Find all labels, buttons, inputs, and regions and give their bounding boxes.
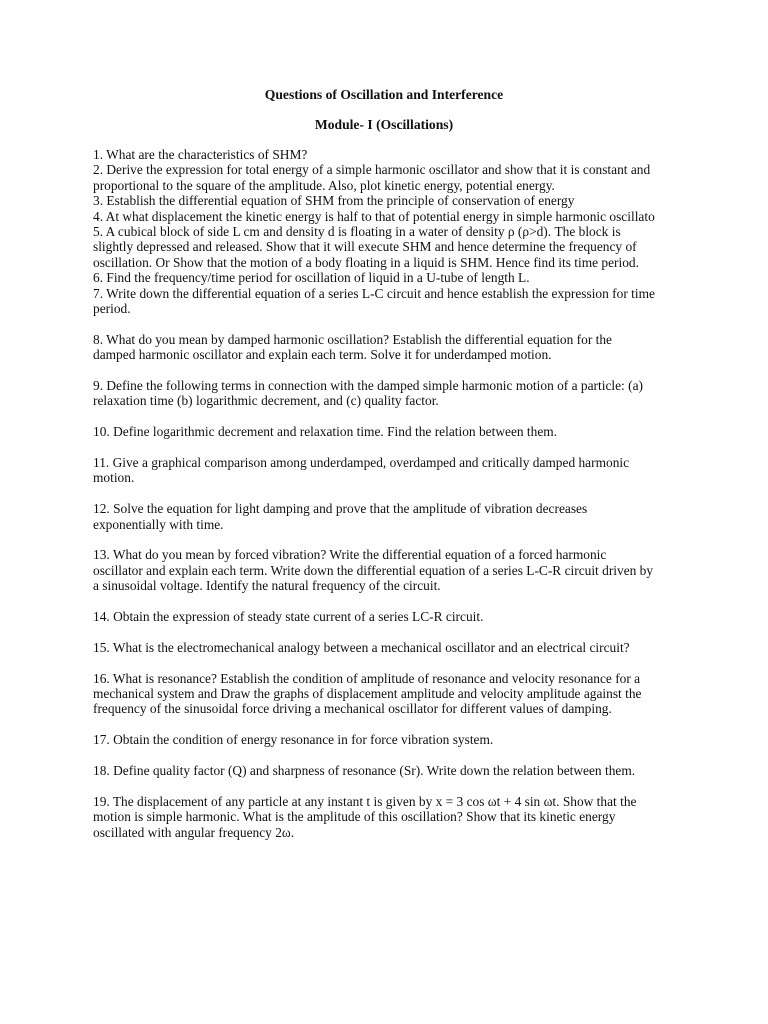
- question-9: 9. Define the following terms in connection with the damped simple harmonic motion of a particle: (a) relaxation time (b) logarithmic decrement, and (c) quality factor.: [93, 378, 643, 409]
- question-1: 1. What are the characteristics of SHM?: [93, 147, 308, 162]
- question-17: 17. Obtain the condition of energy resonance in for force vibration system.: [93, 732, 494, 748]
- question-10: 10. Define logarithmic decrement and relaxation time. Find the relation between them.: [93, 424, 558, 440]
- question-list: [93, 147, 655, 840]
- question-16: 16. What is resonance? Establish the condition of amplitude of resonance and velocity resonance for a mechanical system and Draw the graphs of displacement amplitude and velocity amplitude against the frequency of the sinusoidal force driving a mechanical oscillator for different values of damping.: [93, 670, 642, 717]
- question-2: 2. Derive the expression for total energy of a simple harmonic oscillator and show that it is constant and proportional to the square of the amplitude. Also, plot kinetic energy, potential energy.: [93, 162, 651, 193]
- question-11: 11. Give a graphical comparison among underdamped, overdamped and critically damped harmonic motion.: [93, 455, 630, 486]
- question-12: 12. Solve the equation for light damping and prove that the amplitude of vibration decreases exponentially with time.: [93, 501, 588, 532]
- question-5: 5. A cubical block of side L cm and density d is floating in a water of density ρ (ρ>d). The block is slightly depressed and released. Show that it will execute SHM and hence determine the frequency of oscillation. Or Show that the motion of a body floating in a liquid is SHM. Hence find its time period.: [93, 224, 639, 270]
- question-19: 19. The displacement of any particle at any instant t is given by x = 3 cos ωt + 4 sin ωt. Show that the motion is simple harmonic. What is the amplitude of this oscillation? Show that its kinetic energy oscillated with angular frequency 2ω.: [93, 793, 637, 840]
- question-6: 6. Find the frequency/time period for oscillation of liquid in a U-tube of length L.: [93, 270, 530, 286]
- question-15: 15. What is the electromechanical analogy between a mechanical oscillator and an electrical circuit?: [93, 639, 630, 655]
- question-4: 4. At what displacement the kinetic energy is half to that of potential energy in simple harmonic oscillato: [93, 208, 655, 224]
- question-3: 3. Establish the differential equation of SHM from the principle of conservation of energy: [93, 193, 575, 209]
- question-13: 13. What do you mean by forced vibration? Write the differential equation of a forced harmonic oscillator and explain each term. Write down the differential equation of a series L-C-R circuit driven by a sinusoidal voltage. Identify the natural frequency of the circuit.: [93, 547, 654, 594]
- question-8: 8. What do you mean by damped harmonic oscillation? Establish the differential equation for the damped harmonic oscillator and explain each term. Solve it for underdamped motion.: [93, 331, 612, 363]
- document-title: Questions of Oscillation and Interference: [264, 87, 504, 102]
- module-heading: Module- I (Oscillations): [314, 117, 454, 132]
- question-7: 7. Write down the differential equation of a series L-C circuit and hence establish the expression for time period.: [93, 285, 655, 317]
- question-14: 14. Obtain the expression of steady state current of a series LC-R circuit.: [93, 609, 484, 625]
- question-18: 18. Define quality factor (Q) and sharpness of resonance (Sr). Write down the relation between them.: [93, 763, 636, 779]
